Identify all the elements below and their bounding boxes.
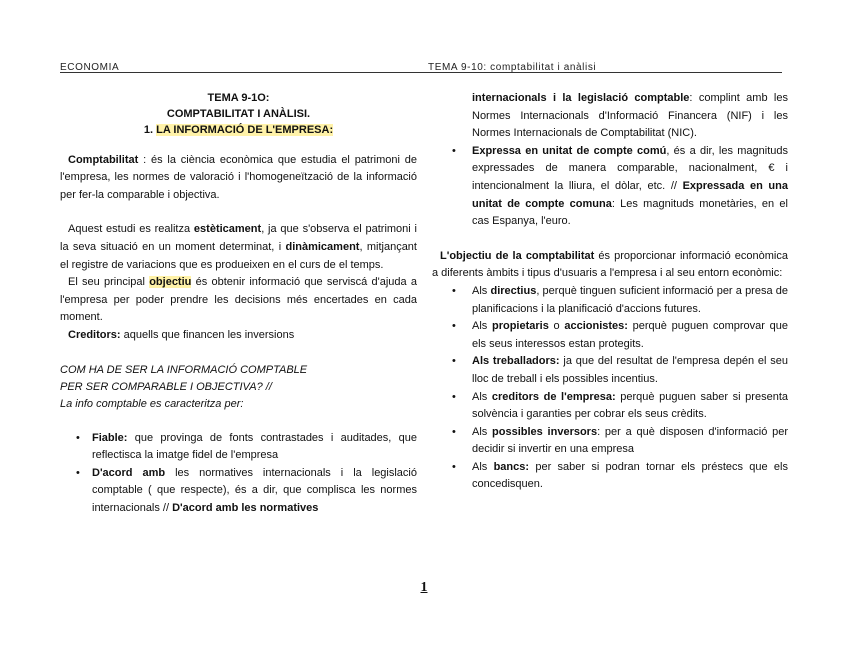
creditors-definition: aquells que financen les inversions — [120, 328, 295, 341]
term-objectiu: objectiu — [149, 276, 192, 289]
user-term: Als treballadors: — [472, 355, 560, 368]
header-left: ECONOMIA — [60, 62, 120, 73]
title-line-2: COMPTABILITAT I ANÀLISI. — [166, 108, 311, 120]
user-term: possibles inversors — [492, 425, 598, 438]
user-text: , perquè tinguen suficient informació per a presa de planificacions i la planificació d'accions futures. — [472, 284, 788, 315]
user-text: Als — [472, 320, 492, 333]
estudi-text-e: , mitjançant el registre de variacions que es produeixen en el curs de el temps. — [60, 240, 417, 271]
unitat-text-2: : Les magnituds monetàries, en el cas Espanya, l'euro. — [472, 197, 788, 228]
term-comptabilitat: Comptabilitat — [68, 153, 139, 166]
question-line-2: PER SER COMPARABLE I OBJECTIVA? // — [60, 380, 272, 393]
user-text: Als — [472, 390, 492, 403]
list-item-normatives-cont — [432, 90, 788, 143]
term-esteticament: estèticament — [193, 223, 262, 236]
list-item-fiable — [60, 430, 417, 465]
user-text: Als — [472, 425, 493, 438]
term-unitat-compte: Expressa en unitat de compte comú — [472, 144, 667, 157]
dacord-text: les normatives internacionals i la legislació comptable ( que respecte), és a dir, que complisca les normes internacionals // — [92, 466, 417, 514]
paragraph-objectiu — [60, 274, 417, 327]
user-text: perquè puguen saber si presenta solvència i garanties per cobrar els seus crèdits. — [472, 390, 788, 421]
unitat-text: , és a dir, les magnituds expressades de manera comparable, nacionalment, € i intencionalment la lliura, el dòlar, etc. // — [472, 144, 788, 192]
header-rule — [60, 72, 782, 73]
list-item — [432, 353, 788, 388]
term-objectiu-comptabilitat: L'objectiu de la comptabilitat — [440, 249, 595, 262]
user-text: o — [548, 320, 565, 333]
list-item — [432, 424, 788, 459]
user-term: directius — [490, 284, 537, 297]
user-text: : per a què disposen d'informació per decidir si invertir en una empresa — [472, 425, 788, 456]
term-dacord: D'acord amb — [92, 466, 166, 479]
term-dacord-normatives: D'acord amb les normatives — [172, 501, 319, 514]
section-title: LA INFORMACIÓ DE L'EMPRESA: — [156, 124, 334, 136]
paragraph-estudi — [60, 221, 417, 274]
objectiu-comptabilitat-text: és proporcionar informació econòmica a diferents àmbits i tipus d'usuaris a l'empresa i al seu entorn econòmic: — [432, 249, 788, 280]
list-item-normatives — [60, 465, 417, 518]
header-right: TEMA 9-10: comptabilitat i anàlisi — [428, 62, 597, 73]
user-term: creditors de l'empresa: — [491, 390, 616, 403]
term-fiable: Fiable: — [92, 431, 128, 444]
term-unitat-comuna: Expressada en una unitat de compte comuna — [472, 179, 788, 210]
question-line-3: La info comptable es caracteritza per: — [60, 397, 244, 410]
section-number: 1. — [143, 124, 154, 136]
user-term: accionistes: — [564, 320, 628, 333]
internacionals-text: : complint amb les Normes Internacionals d'Informació Financera (NIF) i les Normes Internacionals de Comptabilitat (NIC). — [472, 92, 788, 140]
list-item-unitat — [432, 143, 788, 231]
paragraph-creditors — [60, 327, 417, 345]
estudi-text-a: Aquest estudi es realitza — [68, 223, 194, 236]
users-list — [432, 283, 788, 494]
page-number: 1 — [420, 580, 428, 595]
term-dinamicament: dinàmicament — [285, 240, 360, 253]
objectiu-text-c: és obtenir informació que serviscá d'ajuda a l'empresa per poder prendre les decisions més encertades en cada moment. — [60, 276, 417, 324]
user-text: Als — [472, 460, 494, 473]
term-creditors: Creditors: — [68, 328, 121, 341]
user-term: propietaris — [491, 320, 549, 333]
comptabilitat-definition: : és la ciència econòmica que estudia el patrimoni de l'empresa, les normes de valoració i l'homogeneïtzació de la informació per fer-la comparable i objectiva. — [60, 153, 417, 201]
list-item — [432, 389, 788, 424]
question-line-1: COM HA DE SER LA INFORMACIÓ COMPTABLE — [60, 363, 308, 376]
user-text: per saber si podran tornar els préstecs que els concedisquen. — [472, 460, 788, 491]
paragraph-objectiu-comptabilitat — [432, 248, 788, 283]
term-internacionals: internacionals i la legislació comptable — [472, 92, 690, 104]
user-term: bancs: — [493, 460, 530, 473]
section-heading — [60, 122, 417, 140]
objectiu-text-a: El seu principal — [68, 276, 150, 289]
characteristics-list — [60, 430, 417, 518]
list-item — [432, 283, 788, 318]
estudi-text-c: , ja que s'observa el patrimoni i la seva situació en un moment determinat, i — [60, 223, 417, 253]
fiable-text: que provinga de fonts contrastades i auditades, que reflectisca la imatge fidel de l'empresa — [92, 431, 417, 462]
paragraph-comptabilitat — [60, 152, 417, 205]
characteristics-list-cont — [432, 90, 788, 231]
title-line-1: TEMA 9-1O: — [207, 92, 270, 104]
user-text: perquè puguen comprovar que els seus interessos estan protegits. — [472, 320, 789, 350]
left-column — [60, 90, 417, 518]
user-text: ja que del resultat de l'empresa depén el seu lloc de treball i els possibles incentius. — [472, 355, 788, 385]
list-item — [432, 318, 788, 353]
list-item — [432, 459, 788, 494]
right-column — [432, 90, 788, 494]
user-text: Als — [472, 284, 491, 297]
